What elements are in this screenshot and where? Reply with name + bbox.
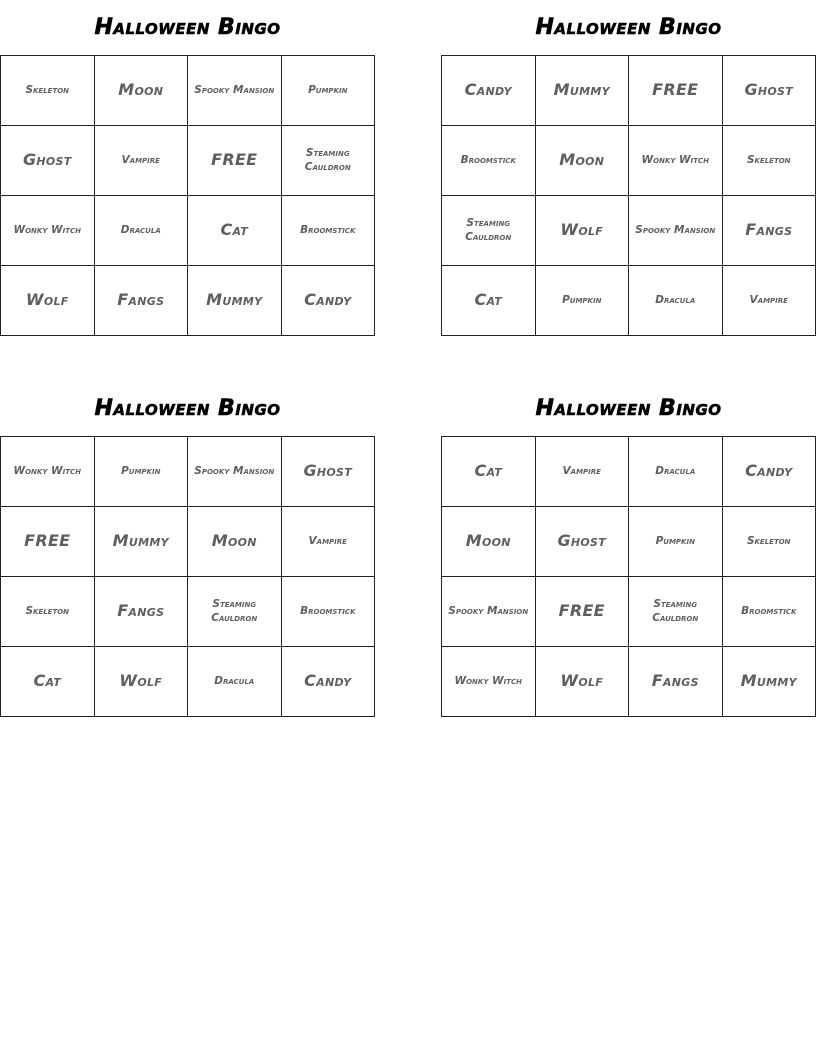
bingo-grid [441, 55, 816, 336]
bingo-cell: Cat [188, 196, 282, 266]
bingo-cell: Cat [442, 266, 536, 336]
bingo-grid [0, 55, 375, 336]
bingo-cell: FREE [629, 56, 723, 126]
bingo-cell: Skeleton [1, 577, 95, 647]
bingo-cell: Pumpkin [95, 437, 189, 507]
bingo-cell: Wolf [95, 647, 189, 717]
bingo-cell: Wolf [536, 196, 630, 266]
bingo-cell: Pumpkin [536, 266, 630, 336]
card-title: Halloween Bingo [535, 396, 722, 421]
card-title: Halloween Bingo [94, 15, 281, 40]
bingo-cell: Broomstick [282, 196, 376, 266]
bingo-cell: Wonky Witch [1, 196, 95, 266]
bingo-cell: Dracula [188, 647, 282, 717]
bingo-cell: Broomstick [282, 577, 376, 647]
bingo-cell: Ghost [282, 437, 376, 507]
bingo-cell: Wonky Witch [629, 126, 723, 196]
bingo-cell: Dracula [629, 266, 723, 336]
bingo-cell: Ghost [536, 507, 630, 577]
bingo-cell: Wonky Witch [442, 647, 536, 717]
bingo-cell: Vampire [282, 507, 376, 577]
bingo-cell: Fangs [95, 266, 189, 336]
bingo-cell: Spooky Mansion [188, 437, 282, 507]
bingo-cell: Steaming Cauldron [282, 126, 376, 196]
bingo-cell: Cat [1, 647, 95, 717]
bingo-cell: Candy [282, 266, 376, 336]
bingo-cell: Moon [536, 126, 630, 196]
bingo-cell: Wolf [536, 647, 630, 717]
bingo-cell: Dracula [95, 196, 189, 266]
bingo-cell: Fangs [629, 647, 723, 717]
bingo-cell: Spooky Mansion [442, 577, 536, 647]
bingo-cell: Pumpkin [629, 507, 723, 577]
bingo-cell: Skeleton [723, 126, 816, 196]
bingo-cell: Steaming Cauldron [629, 577, 723, 647]
bingo-cell: Steaming Cauldron [442, 196, 536, 266]
bingo-cell: Wonky Witch [1, 437, 95, 507]
bingo-cell: Cat [442, 437, 536, 507]
bingo-cell: Vampire [95, 126, 189, 196]
bingo-grid [0, 436, 375, 717]
bingo-cell: Ghost [1, 126, 95, 196]
bingo-cell: Candy [442, 56, 536, 126]
bingo-cell: Moon [188, 507, 282, 577]
bingo-cell: Spooky Mansion [629, 196, 723, 266]
bingo-cell: Moon [442, 507, 536, 577]
bingo-cell: FREE [536, 577, 630, 647]
bingo-cell: Skeleton [723, 507, 816, 577]
bingo-cell: Skeleton [1, 56, 95, 126]
bingo-cell: Broomstick [442, 126, 536, 196]
bingo-cell: Mummy [95, 507, 189, 577]
bingo-cell: Candy [282, 647, 376, 717]
bingo-cell: Wolf [1, 266, 95, 336]
bingo-cell: Fangs [723, 196, 816, 266]
bingo-cell: Dracula [629, 437, 723, 507]
bingo-cell: FREE [188, 126, 282, 196]
bingo-cell: Mummy [188, 266, 282, 336]
bingo-cell: Broomstick [723, 577, 816, 647]
bingo-cell: Pumpkin [282, 56, 376, 126]
bingo-cell: Candy [723, 437, 816, 507]
bingo-cell: Steaming Cauldron [188, 577, 282, 647]
bingo-cell: Fangs [95, 577, 189, 647]
bingo-cell: Vampire [723, 266, 816, 336]
card-title: Halloween Bingo [94, 396, 281, 421]
bingo-cell: FREE [1, 507, 95, 577]
bingo-cell: Mummy [723, 647, 816, 717]
bingo-cell: Moon [95, 56, 189, 126]
bingo-cell: Vampire [536, 437, 630, 507]
bingo-cell: Mummy [536, 56, 630, 126]
bingo-cell: Spooky Mansion [188, 56, 282, 126]
bingo-cell: Ghost [723, 56, 816, 126]
card-title: Halloween Bingo [535, 15, 722, 40]
bingo-grid [441, 436, 816, 717]
